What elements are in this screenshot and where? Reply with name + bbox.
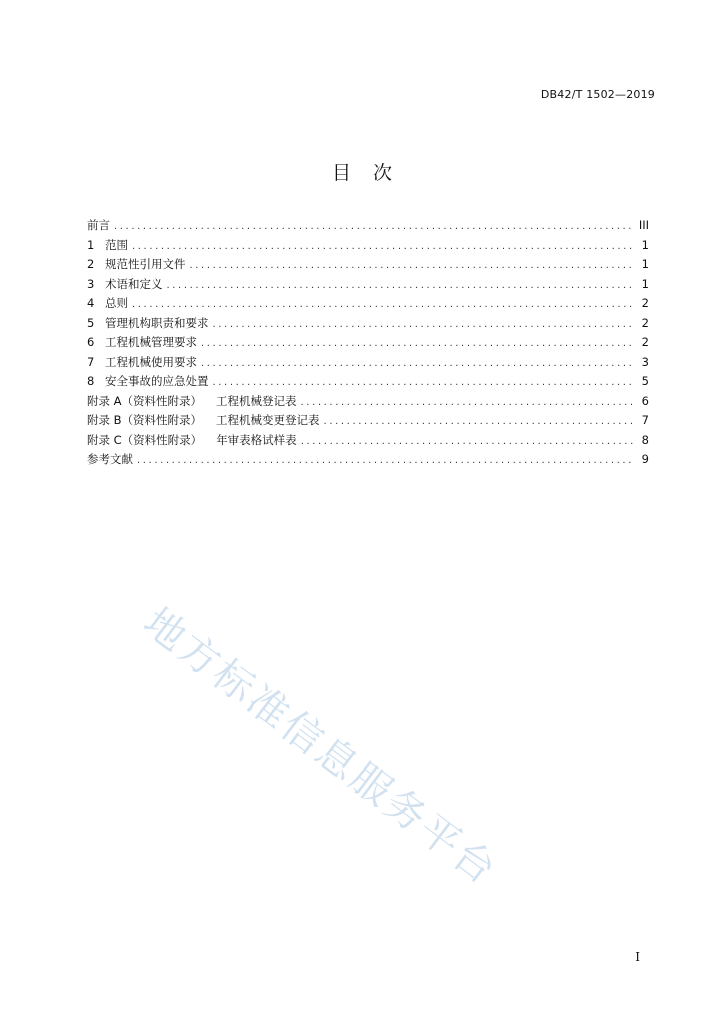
toc-entry-title: 参考文献 xyxy=(87,452,133,466)
toc-entry-title: 范围 xyxy=(105,237,128,252)
toc-entry-number: 4 xyxy=(87,296,95,310)
toc-entry-title: 安全事故的应急处置 xyxy=(105,374,209,388)
toc-entry-page: 2 xyxy=(641,335,649,349)
toc-entry-title: 工程机械管理要求 xyxy=(105,335,197,349)
toc-entry-page: III xyxy=(638,218,649,232)
toc-dot-leader xyxy=(213,373,634,393)
toc-entry-page: 8 xyxy=(641,432,649,447)
toc-entry-title: 附录 B（资料性附录） xyxy=(87,413,203,427)
toc-entry-page: 7 xyxy=(641,413,649,427)
toc-entry[interactable] xyxy=(87,353,649,373)
toc-dot-leader xyxy=(301,432,633,452)
toc-entry[interactable] xyxy=(87,392,649,412)
toc-entry-number: 7 xyxy=(87,354,95,369)
toc-entry[interactable] xyxy=(87,411,649,431)
toc-dot-leader xyxy=(201,334,633,354)
toc-entry-title: 附录 A（资料性附录） xyxy=(87,393,203,408)
toc-entry[interactable] xyxy=(87,216,649,236)
toc-entry-title: 前言 xyxy=(87,218,110,232)
toc-entry-page: 2 xyxy=(641,315,649,330)
toc-entry[interactable] xyxy=(87,431,649,451)
toc-entry-subtitle: 工程机械变更登记表 xyxy=(216,413,320,427)
toc-entry[interactable] xyxy=(87,372,649,392)
toc-dot-leader xyxy=(137,451,633,471)
toc-dot-leader xyxy=(190,256,634,276)
toc-entry-title: 总则 xyxy=(105,296,128,310)
toc-entry-page: 3 xyxy=(641,354,649,369)
toc-entry[interactable] xyxy=(87,236,649,256)
toc-dot-leader xyxy=(167,276,634,296)
toc-entry-title: 附录 C（资料性附录） xyxy=(87,432,203,447)
toc-dot-leader xyxy=(132,237,633,257)
toc-entry[interactable] xyxy=(87,255,649,275)
toc-list xyxy=(87,216,649,470)
toc-entry-number: 1 xyxy=(87,237,95,252)
toc-entry-page: 2 xyxy=(641,296,649,310)
toc-entry[interactable] xyxy=(87,314,649,334)
watermark: 地方标准信息服务平台 xyxy=(134,599,506,895)
toc-dot-leader xyxy=(213,315,634,335)
toc-dot-leader xyxy=(324,412,633,432)
toc-entry[interactable] xyxy=(87,275,649,295)
toc-entry-number: 2 xyxy=(87,257,95,271)
toc-title-part1: 目 xyxy=(331,162,351,184)
toc-entry[interactable] xyxy=(87,450,649,470)
toc-entry-page: 1 xyxy=(641,237,649,252)
document-code: DB42/T 1502—2019 xyxy=(540,88,655,101)
toc-entry-number: 8 xyxy=(87,374,95,388)
toc-entry-page: 1 xyxy=(641,257,649,271)
toc-title-part2: 次 xyxy=(373,162,393,184)
toc-entry-page: 6 xyxy=(641,393,649,408)
page-number: I xyxy=(635,950,640,964)
toc-entry-subtitle: 工程机械登记表 xyxy=(216,393,297,408)
toc-entry-title: 规范性引用文件 xyxy=(105,257,186,271)
toc-entry-number: 5 xyxy=(87,315,95,330)
toc-dot-leader xyxy=(132,295,633,315)
toc-entry-title: 工程机械使用要求 xyxy=(105,354,197,369)
toc-entry-title: 管理机构职责和要求 xyxy=(105,315,209,330)
toc-entry-number: 6 xyxy=(87,335,95,349)
toc-entry-page: 1 xyxy=(641,276,649,291)
toc-dot-leader xyxy=(114,217,633,237)
toc-entry[interactable] xyxy=(87,294,649,314)
toc-title xyxy=(0,158,724,185)
toc-entry-page: 5 xyxy=(641,374,649,388)
toc-entry-number: 3 xyxy=(87,276,95,291)
toc-entry-page: 9 xyxy=(641,452,649,466)
toc-entry-subtitle: 年审表格试样表 xyxy=(216,432,297,447)
toc-dot-leader xyxy=(301,393,633,413)
toc-entry-title: 术语和定义 xyxy=(105,276,163,291)
toc-dot-leader xyxy=(201,354,633,374)
toc-entry[interactable] xyxy=(87,333,649,353)
